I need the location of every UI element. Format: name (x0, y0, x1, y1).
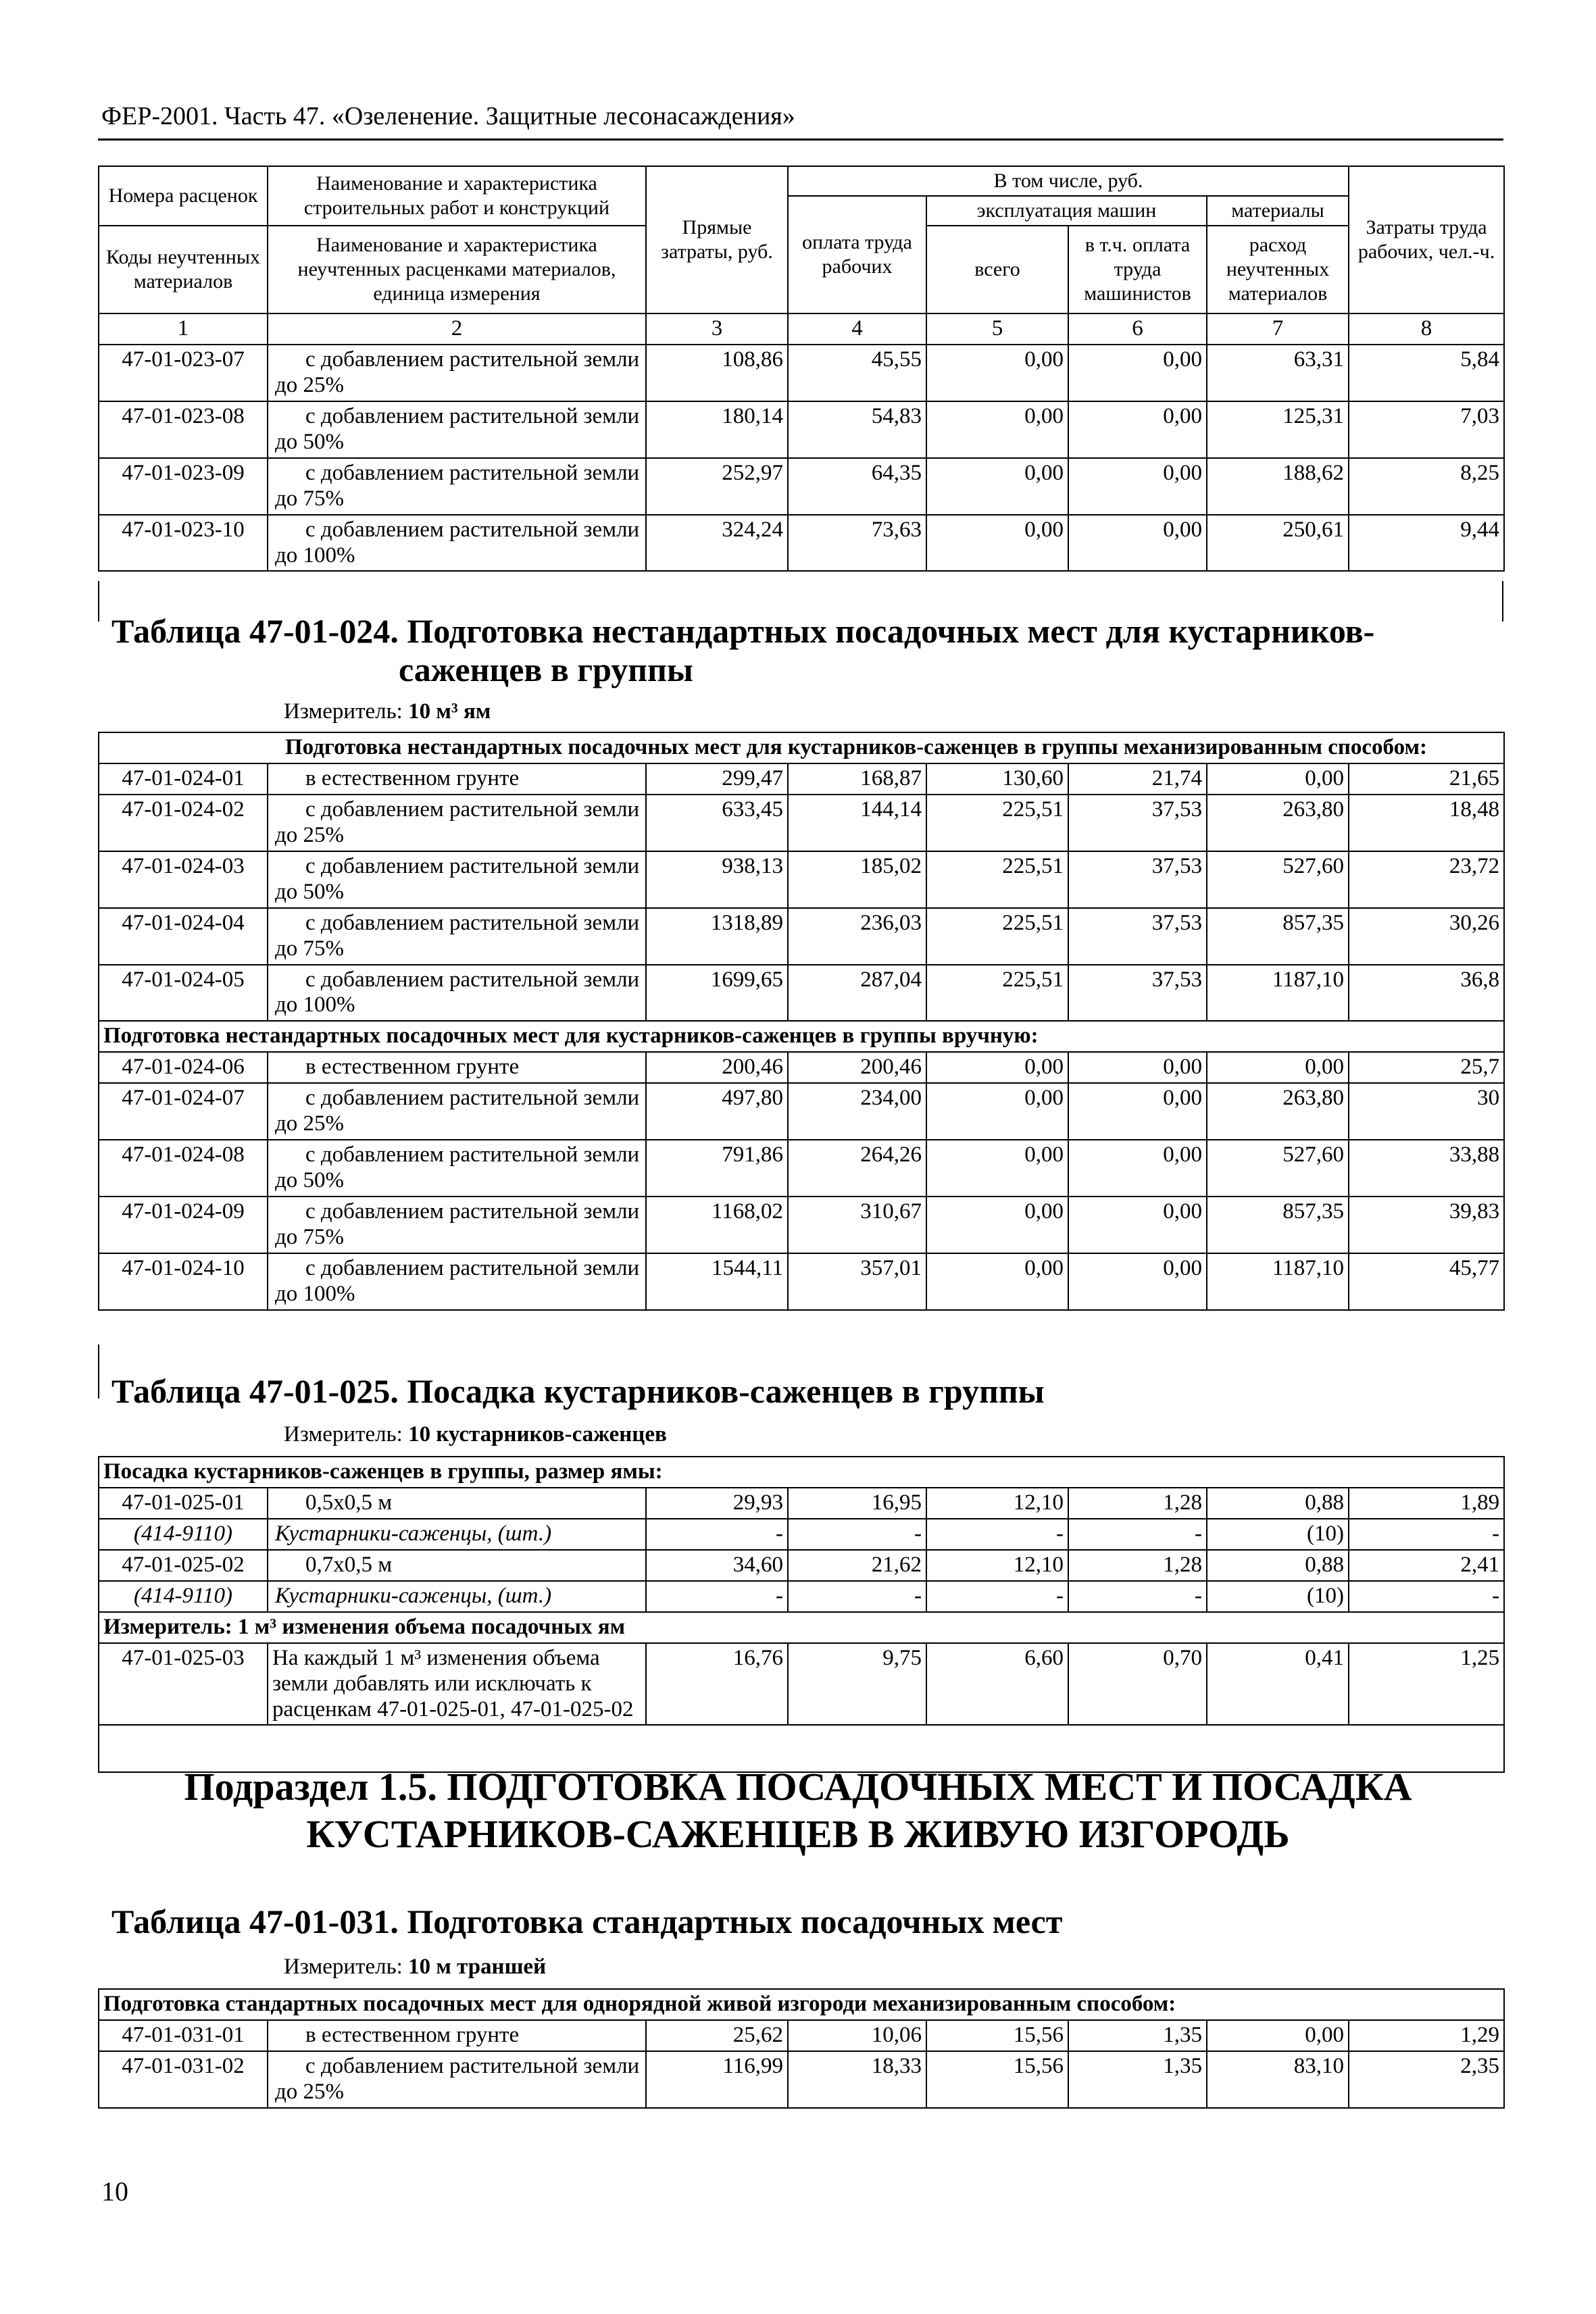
machines-total: 0,00 (926, 1083, 1068, 1140)
col-header-worker-pay: оплата труда рабочих (788, 196, 926, 313)
materials: 0,00 (1207, 2020, 1349, 2051)
rate-name: с добавлением растительной земли до 75% (268, 1197, 646, 1253)
direct-costs: 938,13 (646, 851, 788, 908)
col-number: 3 (646, 313, 788, 345)
machines-total: 225,51 (926, 965, 1068, 1022)
labor-costs: 30 (1349, 1083, 1504, 1140)
rate-name: с добавлением растительной земли до 100% (268, 1253, 646, 1310)
materials: 0,88 (1207, 1550, 1349, 1581)
worker-pay: 54,83 (788, 401, 926, 458)
materials: 188,62 (1207, 458, 1349, 515)
rate-name: с добавлением растительной земли до 50% (268, 1140, 646, 1197)
rate-name: с добавлением растительной земли до 25% (268, 795, 646, 851)
material-name: Кустарники-саженцы, (шт.) (268, 1581, 646, 1612)
rate-code: 47-01-024-04 (99, 908, 268, 965)
worker-pay: 357,01 (788, 1253, 926, 1310)
direct-costs: 200,46 (646, 1052, 788, 1083)
direct-costs: 16,76 (646, 1643, 788, 1726)
rates-table-024 (98, 732, 1505, 1311)
meter-volume-change: Измеритель: 1 м³ изменения объема посадочных ям (99, 1612, 1504, 1643)
labor-costs: 36,8 (1349, 965, 1504, 1022)
operators-pay: 0,70 (1068, 1643, 1207, 1726)
col-header-operators-pay: в т.ч. оплата труда машинистов (1068, 226, 1207, 313)
machines-total: 15,56 (926, 2051, 1068, 2108)
operators-pay: 1,28 (1068, 1488, 1207, 1519)
labor-costs: 9,44 (1349, 515, 1504, 572)
rate-name: в естественном грунте (268, 1052, 646, 1083)
rate-name: 0,7х0,5 м (268, 1550, 646, 1581)
col-header-work-name: Наименование и характеристика строительных работ и конструкций (268, 166, 646, 226)
rate-code: 47-01-023-09 (99, 458, 268, 515)
section-heading-line2: КУСТАРНИКОВ-САЖЕНЦЕВ В ЖИВУЮ ИЗГОРОДЬ (306, 1812, 1290, 1856)
labor-costs: 18,48 (1349, 795, 1504, 851)
operators-pay: 0,00 (1068, 1083, 1207, 1140)
materials: 527,60 (1207, 851, 1349, 908)
machines-total: 0,00 (926, 345, 1068, 401)
subheading-hedge-mechanized: Подготовка стандартных посадочных мест для однорядной живой изгороди механизированным способом: (99, 1989, 1504, 2020)
rate-code: 47-01-023-07 (99, 345, 268, 401)
table-frame-line (98, 1344, 99, 1399)
table-row (99, 1140, 1504, 1197)
machines-total: 12,10 (926, 1550, 1068, 1581)
worker-pay: 236,03 (788, 908, 926, 965)
materials: 263,80 (1207, 795, 1349, 851)
operators-pay: 0,00 (1068, 401, 1207, 458)
worker-pay: 264,26 (788, 1140, 926, 1197)
table-row (99, 1197, 1504, 1253)
section-heading-line1: Подраздел 1.5. ПОДГОТОВКА ПОСАДОЧНЫХ МЕСТ И ПОСАДКА (184, 1765, 1412, 1809)
direct-costs: 299,47 (646, 763, 788, 795)
direct-costs: 29,93 (646, 1488, 788, 1519)
materials: 1187,10 (1207, 965, 1349, 1022)
labor-costs: 25,7 (1349, 1052, 1504, 1083)
materials: 0,00 (1207, 763, 1349, 795)
rates-table-025 (98, 1456, 1505, 1773)
labor-costs: 39,83 (1349, 1197, 1504, 1253)
rate-code: 47-01-023-10 (99, 515, 268, 572)
worker-pay: - (788, 1519, 926, 1550)
col-header-rate-numbers: Номера расценок (99, 166, 268, 226)
machines-total: 0,00 (926, 1140, 1068, 1197)
column-number-row (99, 313, 1504, 345)
rate-code: 47-01-031-02 (99, 2051, 268, 2108)
table-row (99, 401, 1504, 458)
rate-code: 47-01-024-10 (99, 1253, 268, 1310)
table-title-025: Таблица 47-01-025. Посадка кустарников-саженцев в группы (111, 1372, 1045, 1410)
col-number: 1 (99, 313, 268, 345)
material-row (99, 1581, 1504, 1612)
materials: 857,35 (1207, 908, 1349, 965)
worker-pay: 168,87 (788, 763, 926, 795)
labor-costs: 45,77 (1349, 1253, 1504, 1310)
table-title-024-line2: саженцев в группы (399, 651, 693, 688)
table-row (99, 345, 1504, 401)
rate-code: 47-01-025-01 (99, 1488, 268, 1519)
direct-costs: 116,99 (646, 2051, 788, 2108)
materials: 83,10 (1207, 2051, 1349, 2108)
direct-costs: 180,14 (646, 401, 788, 458)
rate-name: 0,5х0,5 м (268, 1488, 646, 1519)
labor-costs: 7,03 (1349, 401, 1504, 458)
materials: 263,80 (1207, 1083, 1349, 1140)
rate-code: 47-01-024-05 (99, 965, 268, 1022)
table-frame-line (98, 581, 99, 622)
rate-code: 47-01-024-07 (99, 1083, 268, 1140)
labor-costs: - (1349, 1519, 1504, 1550)
materials: 0,88 (1207, 1488, 1349, 1519)
operators-pay: 1,28 (1068, 1550, 1207, 1581)
table-row (99, 908, 1504, 965)
operators-pay: 0,00 (1068, 458, 1207, 515)
machines-total: 0,00 (926, 1253, 1068, 1310)
page-header: ФЕР-2001. Часть 47. «Озеленение. Защитные лесонасаждения» (101, 102, 795, 130)
table-title-024-line1: Таблица 47-01-024. Подготовка нестандартных посадочных мест для кустарников- (111, 612, 1375, 650)
rate-code: 47-01-024-06 (99, 1052, 268, 1083)
material-code: (414-9110) (99, 1519, 268, 1550)
operators-pay: 37,53 (1068, 851, 1207, 908)
page-number: 10 (101, 2176, 128, 2207)
worker-pay: 287,04 (788, 965, 926, 1022)
operators-pay: 37,53 (1068, 965, 1207, 1022)
table-title-031: Таблица 47-01-031. Подготовка стандартных посадочных мест (111, 1903, 1063, 1940)
table-row (99, 1550, 1504, 1581)
worker-pay: 64,35 (788, 458, 926, 515)
table-row (99, 1052, 1504, 1083)
operators-pay: 37,53 (1068, 908, 1207, 965)
col-header-materials: материалы (1207, 196, 1349, 226)
materials: 527,60 (1207, 1140, 1349, 1197)
col-header-material-name: Наименование и характеристика неучтенных расценками материалов, единица измерения (268, 226, 646, 313)
table-row (99, 1083, 1504, 1140)
table-row (99, 795, 1504, 851)
col-number: 6 (1068, 313, 1207, 345)
table-row (99, 2020, 1504, 2051)
materials: 125,31 (1207, 401, 1349, 458)
table-row (99, 763, 1504, 795)
meter-031: Измеритель: 10 м траншей (284, 1955, 547, 1979)
col-number: 8 (1349, 313, 1504, 345)
labor-costs: 1,25 (1349, 1643, 1504, 1726)
worker-pay: 18,33 (788, 2051, 926, 2108)
rate-code: 47-01-024-03 (99, 851, 268, 908)
table-row (99, 2051, 1504, 2108)
operators-pay: 1,35 (1068, 2020, 1207, 2051)
subheading-mechanized: Подготовка нестандартных посадочных мест для кустарников-саженцев в группы механизированным способом: (99, 732, 1504, 763)
machines-total: 6,60 (926, 1643, 1068, 1726)
machines-total: - (926, 1519, 1068, 1550)
operators-pay: 0,00 (1068, 1052, 1207, 1083)
rate-code: 47-01-031-01 (99, 2020, 268, 2051)
rate-code: 47-01-025-03 (99, 1643, 268, 1726)
table-row (99, 458, 1504, 515)
table-row (99, 1643, 1504, 1726)
labor-costs: 1,29 (1349, 2020, 1504, 2051)
machines-total: 225,51 (926, 851, 1068, 908)
worker-pay: - (788, 1581, 926, 1612)
materials: 0,00 (1207, 1052, 1349, 1083)
table-row (99, 515, 1504, 572)
materials: 857,35 (1207, 1197, 1349, 1253)
machines-total: - (926, 1581, 1068, 1612)
machines-total: 0,00 (926, 515, 1068, 572)
subheading-manual: Подготовка нестандартных посадочных мест для кустарников-саженцев в группы вручную: (99, 1021, 1504, 1052)
col-number: 2 (268, 313, 646, 345)
col-header-including: В том числе, руб. (788, 166, 1349, 196)
direct-costs: 108,86 (646, 345, 788, 401)
col-header-unaccounted-materials: расход неучтенных материалов (1207, 226, 1349, 313)
machines-total: 0,00 (926, 1052, 1068, 1083)
machines-total: 15,56 (926, 2020, 1068, 2051)
worker-pay: 10,06 (788, 2020, 926, 2051)
col-header-machines-total: всего (926, 226, 1068, 313)
col-number: 5 (926, 313, 1068, 345)
direct-costs: 34,60 (646, 1550, 788, 1581)
operators-pay: 0,00 (1068, 515, 1207, 572)
labor-costs: 5,84 (1349, 345, 1504, 401)
direct-costs: 633,45 (646, 795, 788, 851)
machines-total: 225,51 (926, 795, 1068, 851)
subheading-planting: Посадка кустарников-саженцев в группы, размер ямы: (99, 1457, 1504, 1488)
col-header-machines: эксплуатация машин (926, 196, 1207, 226)
col-header-material-codes: Коды неучтенных материалов (99, 226, 268, 313)
worker-pay: 9,75 (788, 1643, 926, 1726)
operators-pay: - (1068, 1581, 1207, 1612)
operators-pay: 21,74 (1068, 763, 1207, 795)
worker-pay: 234,00 (788, 1083, 926, 1140)
labor-costs: - (1349, 1581, 1504, 1612)
direct-costs: - (646, 1581, 788, 1612)
direct-costs: 25,62 (646, 2020, 788, 2051)
worker-pay: 73,63 (788, 515, 926, 572)
rate-code: 47-01-024-01 (99, 763, 268, 795)
meter-024: Измеритель: 10 м³ ям (284, 699, 491, 724)
rate-name: На каждый 1 м³ изменения объема земли добавлять или исключать к расценкам 47-01-025-01, 47-01-025-02 (268, 1643, 646, 1726)
material-row (99, 1519, 1504, 1550)
labor-costs: 2,35 (1349, 2051, 1504, 2108)
table-row (99, 1253, 1504, 1310)
header-rule (98, 139, 1503, 141)
operators-pay: 0,00 (1068, 1140, 1207, 1197)
labor-costs: 23,72 (1349, 851, 1504, 908)
machines-total: 0,00 (926, 458, 1068, 515)
worker-pay: 45,55 (788, 345, 926, 401)
labor-costs: 33,88 (1349, 1140, 1504, 1197)
rate-name: в естественном грунте (268, 763, 646, 795)
col-header-direct-costs: Прямые затраты, руб. (646, 166, 788, 313)
operators-pay: 37,53 (1068, 795, 1207, 851)
rate-name: с добавлением растительной земли до 50% (268, 851, 646, 908)
worker-pay: 21,62 (788, 1550, 926, 1581)
material-name: Кустарники-саженцы, (шт.) (268, 1519, 646, 1550)
rate-name: с добавлением растительной земли до 75% (268, 458, 646, 515)
rate-name: с добавлением растительной земли до 25% (268, 1083, 646, 1140)
meter-025: Измеритель: 10 кустарников-саженцев (284, 1422, 667, 1447)
operators-pay: 0,00 (1068, 1253, 1207, 1310)
operators-pay: - (1068, 1519, 1207, 1550)
machines-total: 225,51 (926, 908, 1068, 965)
labor-costs: 8,25 (1349, 458, 1504, 515)
rates-table-023 (98, 166, 1505, 572)
materials: 63,31 (1207, 345, 1349, 401)
direct-costs: 1168,02 (646, 1197, 788, 1253)
worker-pay: 185,02 (788, 851, 926, 908)
rate-code: 47-01-024-08 (99, 1140, 268, 1197)
worker-pay: 310,67 (788, 1197, 926, 1253)
operators-pay: 1,35 (1068, 2051, 1207, 2108)
rate-name: с добавлением растительной земли до 25% (268, 345, 646, 401)
rate-name: с добавлением растительной земли до 100% (268, 965, 646, 1022)
direct-costs: 324,24 (646, 515, 788, 572)
table-row (99, 1488, 1504, 1519)
materials: 1187,10 (1207, 1253, 1349, 1310)
worker-pay: 16,95 (788, 1488, 926, 1519)
direct-costs: 497,80 (646, 1083, 788, 1140)
col-number: 7 (1207, 313, 1349, 345)
materials: 0,41 (1207, 1643, 1349, 1726)
direct-costs: 1544,11 (646, 1253, 788, 1310)
materials: 250,61 (1207, 515, 1349, 572)
operators-pay: 0,00 (1068, 1197, 1207, 1253)
direct-costs: 791,86 (646, 1140, 788, 1197)
rate-code: 47-01-023-08 (99, 401, 268, 458)
direct-costs: 252,97 (646, 458, 788, 515)
direct-costs: 1699,65 (646, 965, 788, 1022)
table-row (99, 851, 1504, 908)
labor-costs: 1,89 (1349, 1488, 1504, 1519)
operators-pay: 0,00 (1068, 345, 1207, 401)
rate-name: в естественном грунте (268, 2020, 646, 2051)
rates-table-031 (98, 1988, 1505, 2109)
rate-code: 47-01-025-02 (99, 1550, 268, 1581)
worker-pay: 144,14 (788, 795, 926, 851)
machines-total: 130,60 (926, 763, 1068, 795)
table-frame-line (1502, 581, 1503, 622)
materials: (10) (1207, 1519, 1349, 1550)
direct-costs: - (646, 1519, 788, 1550)
col-number: 4 (788, 313, 926, 345)
material-code: (414-9110) (99, 1581, 268, 1612)
materials: (10) (1207, 1581, 1349, 1612)
col-header-labor-costs: Затраты труда рабочих, чел.-ч. (1349, 166, 1504, 313)
machines-total: 0,00 (926, 401, 1068, 458)
rate-name: с добавлением растительной земли до 25% (268, 2051, 646, 2108)
direct-costs: 1318,89 (646, 908, 788, 965)
rate-name: с добавлением растительной земли до 100% (268, 515, 646, 572)
table-row (99, 965, 1504, 1022)
worker-pay: 200,46 (788, 1052, 926, 1083)
labor-costs: 30,26 (1349, 908, 1504, 965)
machines-total: 12,10 (926, 1488, 1068, 1519)
labor-costs: 21,65 (1349, 763, 1504, 795)
rate-code: 47-01-024-02 (99, 795, 268, 851)
rate-name: с добавлением растительной земли до 50% (268, 401, 646, 458)
labor-costs: 2,41 (1349, 1550, 1504, 1581)
machines-total: 0,00 (926, 1197, 1068, 1253)
rate-code: 47-01-024-09 (99, 1197, 268, 1253)
rate-name: с добавлением растительной земли до 75% (268, 908, 646, 965)
